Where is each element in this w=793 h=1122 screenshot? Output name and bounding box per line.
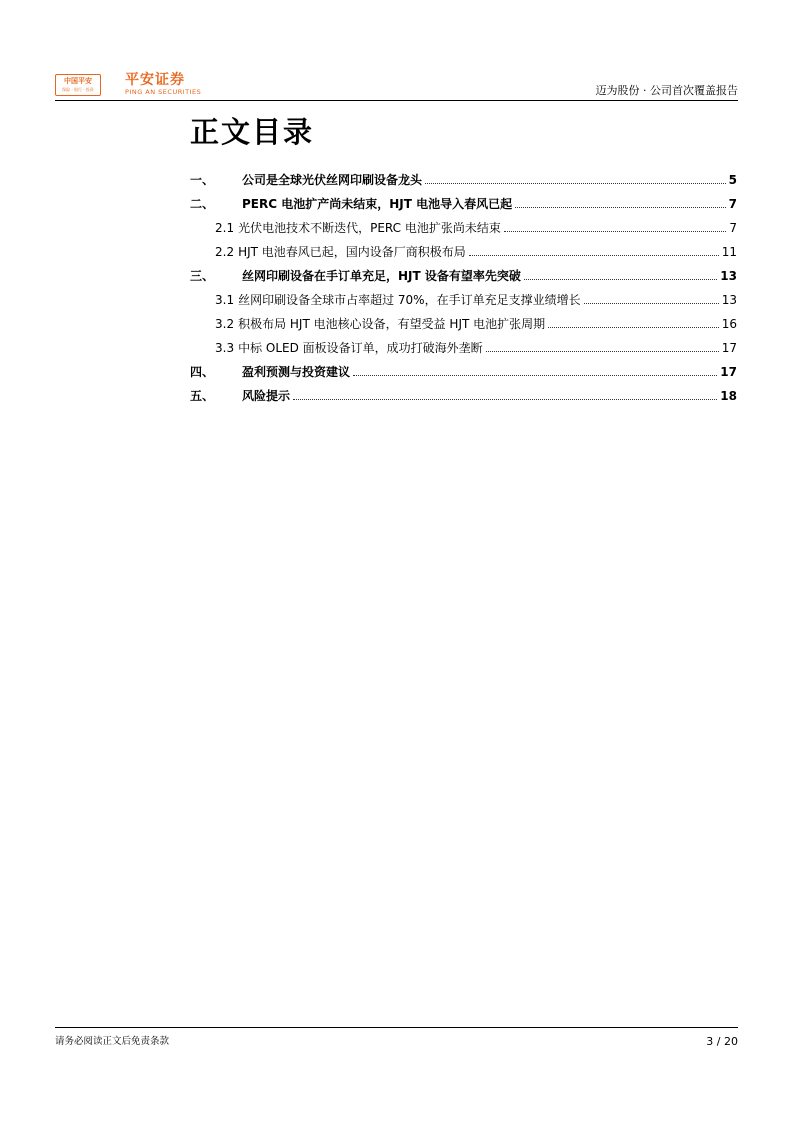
ping-an-group-logo (55, 74, 101, 96)
toc-dot-leader (469, 255, 719, 256)
toc-entry-text: PERC 电池扩产尚未结束，HJT 电池导入春风已起 (242, 197, 513, 211)
toc-entry-number: 3.2 (215, 317, 235, 331)
toc-entry-number: 3.3 (215, 341, 235, 355)
toc-dot-leader (504, 231, 727, 232)
toc-entry[interactable] (190, 284, 737, 308)
toc-entry-page: 16 (721, 317, 737, 331)
toc-entry[interactable] (190, 164, 737, 188)
toc-entry-page: 5 (728, 173, 737, 187)
toc-entry[interactable] (190, 332, 737, 356)
toc-entry-page: 7 (728, 197, 737, 211)
page-number: 3 / 20 (706, 1035, 738, 1048)
toc-entry-text: 风险提示 (242, 389, 291, 403)
toc-entry-page: 18 (720, 389, 737, 403)
toc-entry-page: 7 (729, 221, 737, 235)
toc-entry-page: 17 (721, 341, 737, 355)
toc-entry-text: 盈利预测与投资建议 (242, 365, 351, 379)
toc-title: 正文目录 (190, 115, 315, 149)
toc-entry-text: 公司是全球光伏丝网印刷设备龙头 (242, 173, 423, 187)
toc-entry-number: 3.1 (215, 293, 235, 307)
toc-dot-leader (584, 303, 719, 304)
toc-entry[interactable] (190, 356, 737, 380)
footer-rule (55, 1027, 738, 1028)
report-title: 迈为股份 · 公司首次覆盖报告 (595, 84, 738, 97)
toc-entry-number: 2.2 (215, 245, 235, 259)
toc-dot-leader (548, 327, 719, 328)
brand-logo (125, 72, 201, 96)
toc-dot-leader (293, 399, 717, 400)
toc-dot-leader (486, 351, 719, 352)
toc-entry-number: 二、 (190, 197, 215, 211)
toc-entry-number: 2.1 (215, 221, 235, 235)
brand-cn: 平安证券 (125, 72, 185, 88)
toc-entry-number: 一、 (190, 173, 215, 187)
toc-entry-number: 三、 (190, 269, 215, 283)
table-of-contents (190, 164, 737, 404)
toc-entry-text: HJT 电池春风已起，国内设备厂商积极布局 (238, 245, 466, 259)
toc-entry[interactable] (190, 260, 737, 284)
toc-entry-page: 17 (720, 365, 737, 379)
toc-dot-leader (515, 207, 726, 208)
page-header (55, 70, 738, 102)
toc-entry-text: 积极布局 HJT 电池核心设备，有望受益 HJT 电池扩张周期 (238, 317, 546, 331)
toc-dot-leader (524, 279, 717, 280)
brand-en: PING AN SECURITIES (125, 88, 202, 96)
toc-entry-page: 13 (721, 293, 737, 307)
toc-entry-page: 13 (720, 269, 737, 283)
toc-dot-leader (425, 183, 726, 184)
logo-tiny-text: 保险 · 银行 · 投资 (62, 87, 94, 92)
toc-entry-page: 11 (721, 245, 737, 259)
toc-entry[interactable] (190, 380, 737, 404)
toc-entry-text: 丝网印刷设备全球市占率超过 70%，在手订单充足支撑业绩增长 (238, 293, 581, 307)
toc-entry-text: 光伏电池技术不断迭代，PERC 电池扩张尚未结束 (238, 221, 501, 235)
toc-entry[interactable] (190, 236, 737, 260)
toc-entry-number: 五、 (190, 389, 215, 403)
toc-entry-number: 四、 (190, 365, 215, 379)
header-rule (55, 100, 738, 101)
toc-entry[interactable] (190, 212, 737, 236)
toc-dot-leader (353, 375, 717, 376)
toc-entry[interactable] (190, 188, 737, 212)
logo-cn-text: 中国平安 (64, 77, 92, 85)
footer-disclaimer: 请务必阅读正文后免责条款 (55, 1036, 170, 1047)
toc-entry-text: 中标 OLED 面板设备订单，成功打破海外垄断 (238, 341, 483, 355)
toc-entry-text: 丝网印刷设备在手订单充足，HJT 设备有望率先突破 (242, 269, 521, 283)
toc-entry[interactable] (190, 308, 737, 332)
